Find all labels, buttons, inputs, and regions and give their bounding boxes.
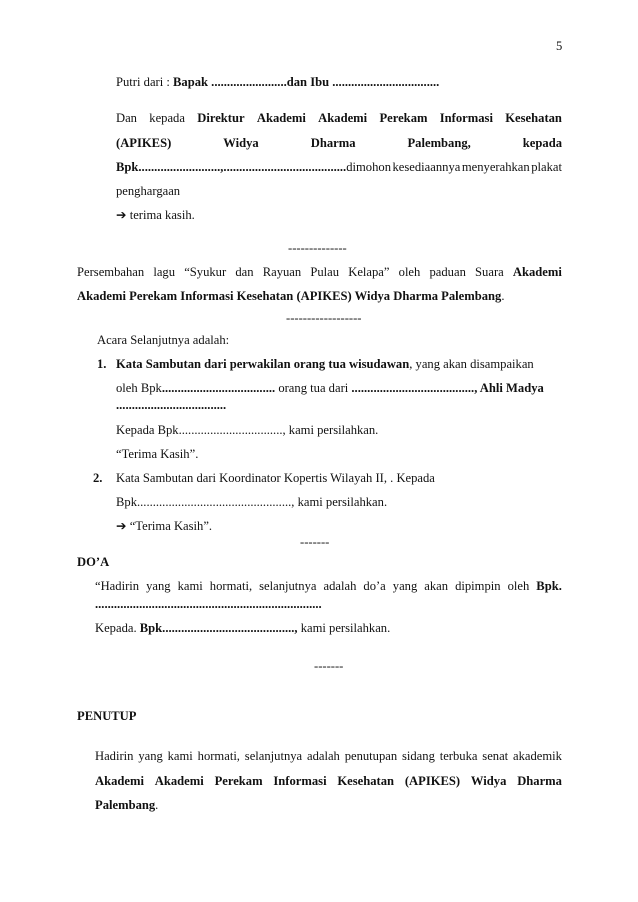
- item-1-title: [116, 356, 562, 372]
- doa-line-1: [95, 578, 562, 594]
- doa-kepada-line: [95, 620, 390, 636]
- item-1-title-rest: , yang akan disampaikan: [409, 357, 534, 371]
- word: Akademi: [154, 774, 204, 788]
- word: “Hadirin: [95, 579, 140, 593]
- word: Informasi: [439, 111, 493, 125]
- item-1-oleh-line: [116, 380, 544, 396]
- dots: ....................................: [161, 381, 276, 395]
- item-1-terima-kasih: “Terima Kasih”.: [116, 447, 199, 461]
- word: Bpk.: [536, 579, 562, 593]
- ahli-madya: Ahli Madya: [477, 381, 544, 395]
- word: selanjutnya: [244, 749, 303, 763]
- word: Akademi: [95, 774, 144, 788]
- word: Dan: [116, 111, 137, 125]
- oleh-bpk: oleh Bpk: [116, 381, 162, 395]
- word: Akademi: [512, 265, 562, 279]
- word: yang: [392, 579, 418, 593]
- separator: --------------: [288, 241, 347, 255]
- bpk-dots: Bpk..........................,.......................................: [116, 160, 347, 174]
- word: Palembang: [95, 798, 156, 812]
- word: selanjutnya: [259, 579, 317, 593]
- putri-prefix: Putri dari :: [116, 75, 174, 89]
- word: Akademi: [256, 111, 306, 125]
- terima-kasih: “Terima Kasih”.: [129, 519, 213, 533]
- penutup-line-3: [95, 797, 158, 813]
- word: Suara: [475, 265, 504, 279]
- word: kepada: [522, 136, 562, 150]
- word: Dharma: [517, 774, 562, 788]
- word: Kesehatan: [337, 774, 395, 788]
- arrow-right-icon: ➔: [116, 519, 127, 533]
- direktur-line-2: [116, 135, 562, 151]
- doa-heading: DO’A: [77, 555, 110, 569]
- word: sidang: [401, 749, 435, 763]
- page-number: 5: [556, 39, 563, 53]
- kepada-prefix: Kepada.: [95, 621, 140, 635]
- kami-persilahkan: kami persilahkan.: [297, 621, 391, 635]
- word: yang: [146, 579, 171, 593]
- persembahan-line-1: [77, 264, 562, 280]
- direktur-terima-line: [116, 207, 195, 223]
- word: dimohon: [346, 160, 391, 174]
- putri-dari-line: [116, 74, 439, 90]
- item-2-number: 2.: [93, 471, 103, 485]
- penutup-line-1: [95, 748, 562, 764]
- bpk-dots: Bpk..........................................,: [139, 621, 298, 635]
- word: hormati,: [209, 579, 253, 593]
- word: penutupan: [344, 749, 398, 763]
- word: Widya: [470, 774, 507, 788]
- word: plakat: [531, 160, 562, 174]
- word: (APIKES): [404, 774, 461, 788]
- word: akan: [424, 579, 449, 593]
- word: Persembahan: [77, 265, 145, 279]
- word: Akademi: [318, 111, 368, 125]
- word: dan: [235, 265, 254, 279]
- bpk-plakat-start: [116, 159, 391, 175]
- word: akademik: [513, 749, 562, 763]
- word: kepada: [149, 111, 185, 125]
- word: adalah: [306, 749, 340, 763]
- word: Palembang,: [407, 136, 471, 150]
- word: Perekam: [379, 111, 428, 125]
- word: oleh: [398, 265, 421, 279]
- item-1-dots-line: ...................................: [116, 398, 227, 412]
- word: Informasi: [273, 774, 327, 788]
- word: menyerahkan: [461, 160, 530, 174]
- separator: ------------------: [286, 311, 362, 325]
- word: hormati,: [197, 749, 240, 763]
- word: kami: [177, 579, 203, 593]
- dots: .......................................,: [351, 381, 478, 395]
- word: oleh: [507, 579, 530, 593]
- direktur-line-3: [116, 159, 562, 175]
- word: Pulau: [310, 265, 340, 279]
- word: yang: [138, 749, 163, 763]
- word: lagu: [153, 265, 176, 279]
- direktur-line-1: [116, 110, 562, 126]
- acara-heading: Acara Selanjutnya adalah:: [97, 333, 230, 347]
- word: “Syukur: [184, 265, 227, 279]
- putri-bapak-ibu: Bapak ........................dan Ibu ..................................: [173, 75, 440, 89]
- word: do’a: [363, 579, 386, 593]
- word: terbuka: [439, 749, 478, 763]
- penutup-line-2: [95, 773, 562, 789]
- word: Rayuan: [262, 265, 302, 279]
- word: Kesehatan: [505, 111, 562, 125]
- item-2-bpk-line: Bpk................................................., kami persilahkan.: [116, 495, 388, 509]
- word: Widya: [223, 136, 259, 150]
- word: Kelapa”: [348, 265, 390, 279]
- terima-kasih: terima kasih.: [129, 208, 195, 222]
- institution-name: Akademi Perekam Informasi Kesehatan (APIKES) Widya Dharma Palembang: [77, 289, 502, 303]
- item-1-title-bold: Kata Sambutan dari perwakilan orang tua wisudawan: [116, 357, 410, 371]
- penutup-heading: PENUTUP: [77, 709, 137, 723]
- separator: -------: [314, 659, 344, 673]
- item-2-title: Kata Sambutan dari Koordinator Kopertis Wilayah II, . Kepada: [116, 471, 435, 485]
- persembahan-line-2: [77, 288, 505, 304]
- direktur-line-4: penghargaan: [116, 184, 181, 198]
- word: (APIKES): [116, 136, 172, 150]
- word: dipimpin: [455, 579, 501, 593]
- item-1-kepada-line: Kepada Bpk................................., kami persilahkan.: [116, 423, 379, 437]
- word: kesediaannya: [392, 160, 461, 174]
- word: senat: [482, 749, 509, 763]
- word: kami: [167, 749, 193, 763]
- word: paduan: [429, 265, 466, 279]
- item-2-terima-line: [116, 518, 212, 534]
- item-1-number: 1.: [97, 357, 107, 371]
- period: .: [501, 289, 505, 303]
- period: .: [155, 798, 159, 812]
- word: Perekam: [214, 774, 263, 788]
- doa-dots-line: ........................................................................: [95, 597, 322, 611]
- word: adalah: [323, 579, 357, 593]
- word: Dharma: [310, 136, 356, 150]
- word: Direktur: [197, 111, 245, 125]
- orang-tua-dari: orang tua dari: [275, 381, 352, 395]
- separator: -------: [300, 535, 330, 549]
- word: Hadirin: [95, 749, 134, 763]
- arrow-right-icon: ➔: [116, 208, 127, 222]
